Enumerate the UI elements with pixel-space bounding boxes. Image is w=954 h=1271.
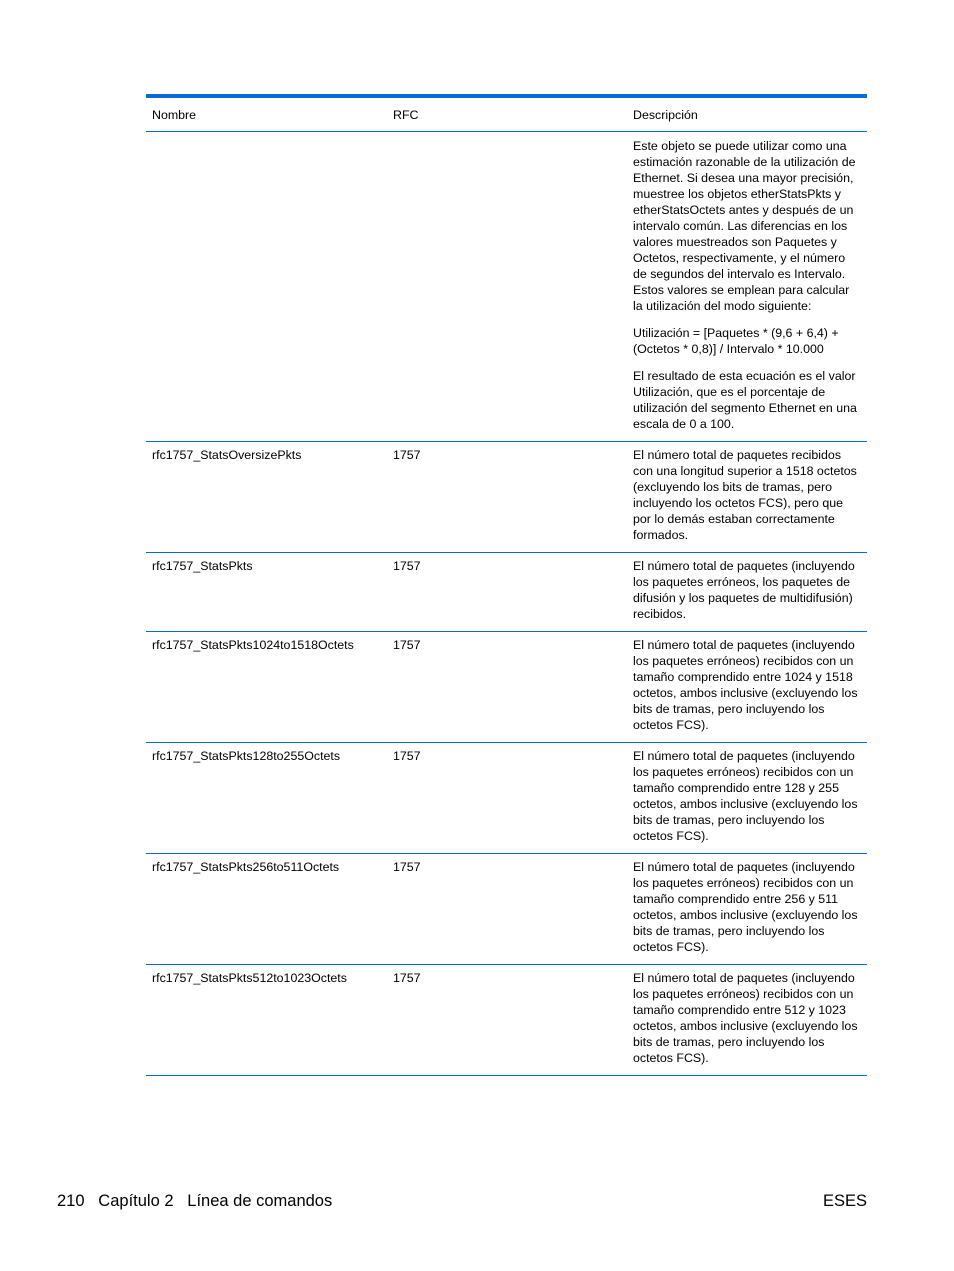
cell-description: El número total de paquetes (incluyendo los paquetes erróneos) recibidos con un tamaño comprendido entre 512 y 1023 octetos, ambos inclusive (excluyendo los bits de tramas, pero incluyendo los octetos FCS). <box>633 971 858 1065</box>
cell-name: rfc1757_StatsPkts512to1023Octets <box>152 971 347 985</box>
cell-description: El número total de paquetes (incluyendo los paquetes erróneos, los paquetes de difusión y los paquetes de multidifusión) recibidos. <box>633 559 855 621</box>
cell-description: El número total de paquetes (incluyendo los paquetes erróneos) recibidos con un tamaño comprendido entre 256 y 511 octetos, ambos inclusive (excluyendo los bits de tramas, pero incluyendo los octetos FCS). <box>633 860 858 954</box>
table-row <box>146 965 867 1076</box>
cell-description: El número total de paquetes recibidos con una longitud superior a 1518 octetos (excluyendo los bits de tramas, pero incluyendo los octetos FCS), pero que por lo demás estaban correctamente formados. <box>633 448 857 542</box>
rfc-objects-table <box>146 94 867 1076</box>
cell-description <box>627 132 867 442</box>
table-header <box>146 96 867 132</box>
cell-name: rfc1757_StatsPkts1024to1518Octets <box>152 638 354 652</box>
chapter-label: Capítulo 2 <box>98 1192 174 1210</box>
table-row <box>146 553 867 632</box>
cell-name: rfc1757_StatsPkts <box>152 559 253 573</box>
cell-name <box>146 132 387 442</box>
cell-rfc: 1757 <box>393 559 421 573</box>
header-description: Descripción <box>633 108 698 122</box>
table-row <box>146 743 867 854</box>
chapter-title: Línea de comandos <box>187 1192 333 1210</box>
table-row <box>146 442 867 553</box>
page-footer-left <box>57 1191 332 1211</box>
cell-rfc: 1757 <box>393 860 421 874</box>
cell-rfc: 1757 <box>393 448 421 462</box>
header-name: Nombre <box>152 108 197 122</box>
header-rfc: RFC <box>393 108 419 122</box>
table-row <box>146 854 867 965</box>
table-row <box>146 132 867 442</box>
cell-rfc: 1757 <box>393 638 421 652</box>
cell-name: rfc1757_StatsOversizePkts <box>152 448 302 462</box>
description-paragraph: Este objeto se puede utilizar como una estimación razonable de la utilización de Ethernet. Si desea una mayor precisión, muestree los objetos etherStatsPkts y etherStatsOctets antes y después de un intervalo común. Las diferencias en los valores muestreados son Paquetes y Octetos, respectivamente, y el número de segundos del intervalo es Intervalo. Estos valores se emplean para calcular la utilización del modo siguiente: <box>633 139 856 313</box>
table-header-row <box>146 96 867 132</box>
cell-description: El número total de paquetes (incluyendo los paquetes erróneos) recibidos con un tamaño comprendido entre 128 y 255 octetos, ambos inclusive (excluyendo los bits de tramas, pero incluyendo los octetos FCS). <box>633 749 858 843</box>
locale-code: ESES <box>822 1192 867 1210</box>
utilization-formula: Utilización = [Paquetes * (9,6 + 6,4) + (Octetos * 0,8)] / Intervalo * 10.000 <box>633 326 839 356</box>
page-number: 210 <box>57 1192 85 1210</box>
cell-name: rfc1757_StatsPkts128to255Octets <box>152 749 341 763</box>
cell-name: rfc1757_StatsPkts256to511Octets <box>152 860 340 874</box>
cell-rfc: 1757 <box>393 749 421 763</box>
table-row <box>146 632 867 743</box>
description-paragraph: El resultado de esta ecuación es el valor Utilización, que es el porcentaje de utilización del segmento Ethernet en una escala de 0 a 100. <box>633 369 857 431</box>
cell-rfc <box>387 132 627 442</box>
table-body <box>146 132 867 1076</box>
cell-description: El número total de paquetes (incluyendo los paquetes erróneos) recibidos con un tamaño comprendido entre 1024 y 1518 octetos, ambos inclusive (excluyendo los bits de tramas, pero incluyendo los octetos FCS). <box>633 638 858 732</box>
cell-rfc: 1757 <box>393 971 421 985</box>
